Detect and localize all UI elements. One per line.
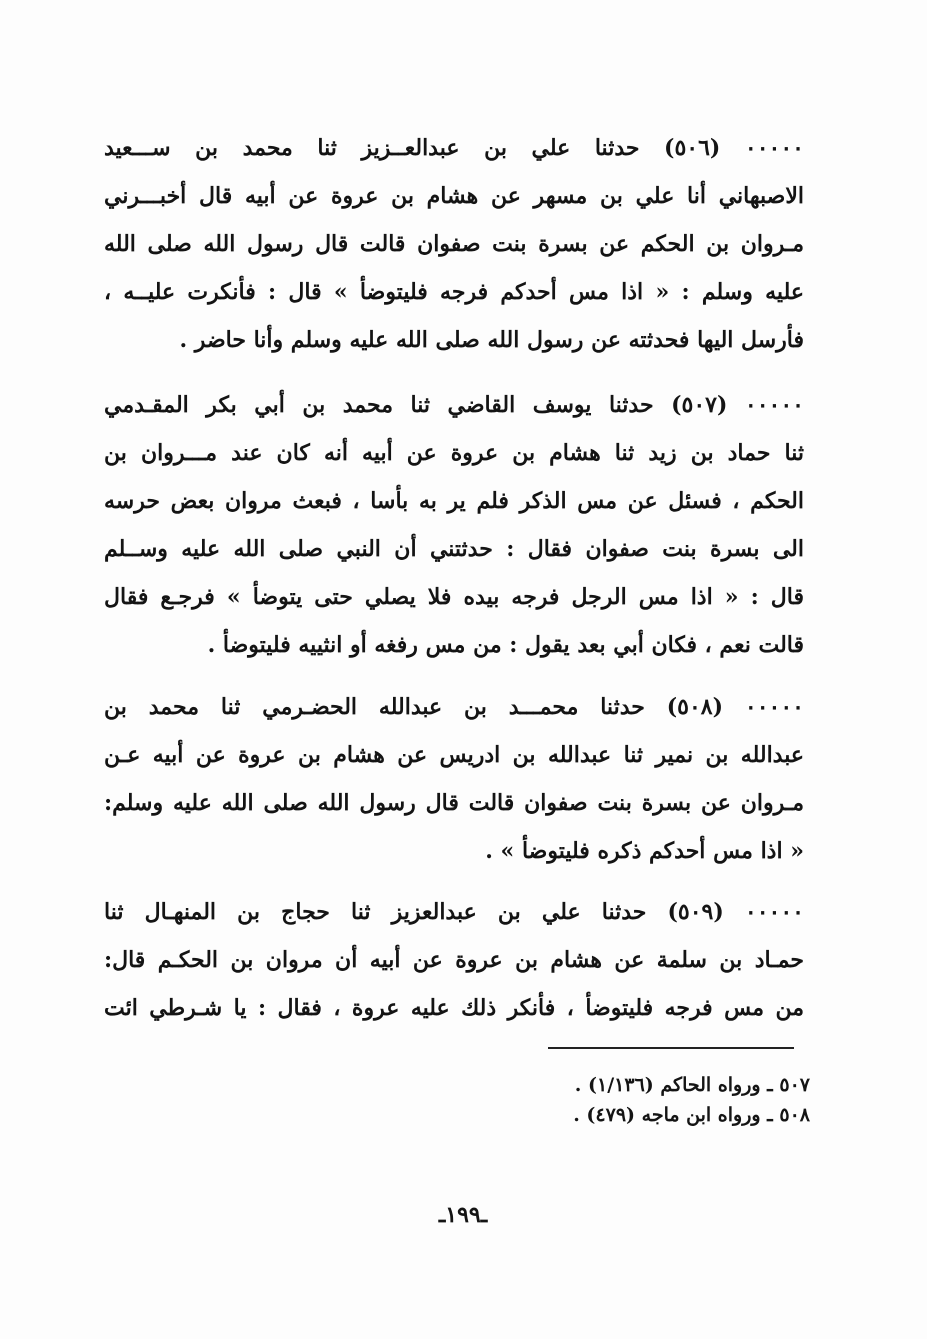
text-line: ٠٠٠٠٠ (٥٠٩) حدثنا علي بن عبدالعزيز ثنا حجاج بن المنهـال ثنا xyxy=(104,899,804,925)
text-line: ثنا حماد بن زيد ثنا هشام بن عروة عن أبيه أنه كان عند مـــروان بن xyxy=(104,440,804,466)
hadith-paragraph-508 xyxy=(104,683,804,875)
text-line: الاصبهاني أنا علي بن مسهر عن هشام بن عروة عن أبيه قال أخبـــرني xyxy=(104,183,804,209)
hadith-paragraph-506 xyxy=(104,124,804,364)
text-line: عبدالله بن نمير ثنا عبدالله بن ادريس عن هشام بن عروة عن أبيه عـن xyxy=(104,742,804,768)
footnote: ٥٠٧ ـ ورواه الحاكم (١/١٣٦) . xyxy=(574,1074,810,1096)
text-line: الى بسرة بنت صفوان فقال : حدثتني أن النبي صلى الله عليه وســلم xyxy=(104,536,804,562)
footnotes xyxy=(480,1070,810,1130)
text-line: الحكم ، فسئل عن مس الذكر فلم ير به بأسا ، فبعث مروان بعض حرسه xyxy=(104,488,804,514)
text-line: ٠٠٠٠٠ (٥٠٧) حدثنا يوسف القاضي ثنا محمد بن أبي بكر المقـدمي xyxy=(104,392,804,418)
text-line: « اذا مس أحدكم ذكره فليتوضأ » . xyxy=(485,838,804,864)
footnote: ٥٠٨ ـ ورواه ابن ماجه (٤٧٩) . xyxy=(573,1104,810,1126)
text-line: مـروان بن الحكم عن بسرة بنت صفوان قالت قال رسول الله صلى الله xyxy=(104,231,804,257)
page-number: ـ١٩٩ـ xyxy=(438,1202,488,1228)
text-line: مـروان عن بسرة بنت صفوان قالت قال رسول الله صلى الله عليه وسلم: xyxy=(104,790,804,816)
text-line: قالت نعم ، فكان أبي بعد يقول : من مس رفغه أو انثييه فليتوضأ . xyxy=(207,632,804,658)
text-line: ٠٠٠٠٠ (٥٠٦) حدثنا علي بن عبدالعــزيز ثنا محمد بن ســـعيد xyxy=(104,135,804,161)
text-line: ٠٠٠٠٠ (٥٠٨) حدثنا محمـــد بن عبدالله الحضـرمي ثنا محمد بن xyxy=(104,694,804,720)
text-line: حمـاد بن سلمة عن هشام بن عروة عن أبيه أن مروان بن الحكـم قال: xyxy=(104,947,804,973)
text-line: قال : « اذا مس الرجل فرجه بيده فلا يصلي حتى يتوضأ » فرجـع فقال xyxy=(104,584,804,610)
text-line: عليه وسلم : « اذا مس أحدكم فرجه فليتوضأ » قال : فأنكرت عليــه ، xyxy=(104,279,804,305)
footnote-divider xyxy=(548,1047,794,1049)
hadith-paragraph-507 xyxy=(104,381,804,669)
text-line: فأرسل اليها فحدثته عن رسول الله صلى الله عليه وسلم وأنا حاضر . xyxy=(179,327,804,353)
hadith-paragraph-509 xyxy=(104,888,804,1032)
text-line: من مس فرجه فليتوضأ ، فأنكر ذلك عليه عروة ، فقال : يا شـرطي ائت xyxy=(104,995,804,1021)
